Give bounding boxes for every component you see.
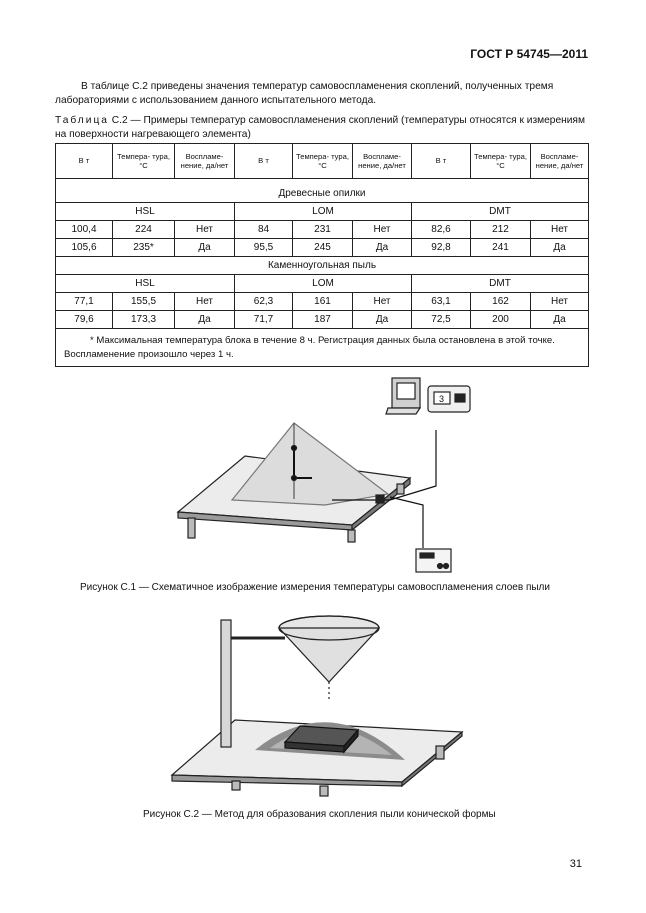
intro-paragraph: В таблице С.2 приведены значения температур самовоспламенения скоплений, полученных тремя лабораториями с использованием данного испытательного метода. <box>55 81 554 106</box>
header-cell: Воспламе- нение, да/нет <box>175 144 235 179</box>
table-cell: 72,5 <box>412 311 471 329</box>
figure-c2-caption: Рисунок С.2 — Метод для образования скопления пыли конической формы <box>143 809 496 820</box>
table-cell: Да <box>175 239 235 257</box>
table-cell: 82,6 <box>412 221 471 239</box>
table-cell: 235* <box>113 239 175 257</box>
table-cell: 63,1 <box>412 293 471 311</box>
table-cell: Да <box>353 311 412 329</box>
table-cell: 173,3 <box>113 311 175 329</box>
table-cell: 77,1 <box>56 293 113 311</box>
table-cell: Нет <box>531 221 589 239</box>
header-cell: Темпера- тура, °С <box>471 144 531 179</box>
table-cell: Да <box>531 311 589 329</box>
footnote-line: Воспламенение произошло через 1 ч. <box>64 349 234 360</box>
table-cell: 84 <box>235 221 293 239</box>
header-cell: В т <box>412 144 471 179</box>
page-number: 31 <box>569 858 582 870</box>
table-cell: 62,3 <box>235 293 293 311</box>
table-cell: Да <box>531 239 589 257</box>
table-cell: 187 <box>293 311 353 329</box>
table-cell: 92,8 <box>412 239 471 257</box>
lab-cell: HSL <box>56 275 235 293</box>
table-cell: 71,7 <box>235 311 293 329</box>
lab-cell: DMT <box>412 275 589 293</box>
table-cell: 231 <box>293 221 353 239</box>
table-cell: 161 <box>293 293 353 311</box>
table-cell: Нет <box>353 293 412 311</box>
lab-cell: HSL <box>56 203 235 221</box>
lab-cell: LOM <box>235 203 412 221</box>
table-caption-text: — Примеры температур самовоспламенения скоплений (температуры относятся к измерениям на поверхности нагревающего элемента) <box>55 115 585 140</box>
table-cell: Да <box>175 311 235 329</box>
lab-cell: DMT <box>412 203 589 221</box>
header-cell: В т <box>56 144 113 179</box>
header-cell: Темпера- тура, °С <box>293 144 353 179</box>
footnote-line: * Максимальная температура блока в течение 8 ч. Регистрация данных была остановлена в этой точке. <box>90 335 555 346</box>
table-cell: 245 <box>293 239 353 257</box>
table-caption-number: С.2 <box>111 115 128 126</box>
table-cell: 105,6 <box>56 239 113 257</box>
table-cell: Да <box>353 239 412 257</box>
table-cell: 162 <box>471 293 531 311</box>
cone-apparatus <box>172 616 462 796</box>
table-cell: 155,5 <box>113 293 175 311</box>
header-cell: Воспламе- нение, да/нет <box>353 144 412 179</box>
section-title: Древесные опилки <box>56 185 589 203</box>
table-cell: 241 <box>471 239 531 257</box>
header-cell: Воспламе- нение, да/нет <box>531 144 589 179</box>
document-header: ГОСТ Р 54745—2011 <box>470 47 588 61</box>
figure-c1-caption: Рисунок С.1 — Схематичное изображение измерения температуры самовоспламенения слоев пыли <box>80 582 550 593</box>
heating-block <box>285 726 358 752</box>
table-caption-label: Таблица <box>55 115 109 126</box>
table-cell: Нет <box>175 221 235 239</box>
table-cell: Нет <box>175 293 235 311</box>
header-cell: В т <box>235 144 293 179</box>
table-cell: 224 <box>113 221 175 239</box>
lab-cell: LOM <box>235 275 412 293</box>
logger-display: 3 <box>439 394 445 404</box>
table-cell: 79,6 <box>56 311 113 329</box>
section-title: Каменноугольная пыль <box>56 257 589 275</box>
table-cell: 95,5 <box>235 239 293 257</box>
table-cell: Нет <box>353 221 412 239</box>
table-cell: 200 <box>471 311 531 329</box>
header-cell: Темпера- тура, °С <box>113 144 175 179</box>
table-cell: 212 <box>471 221 531 239</box>
table-cell: Нет <box>531 293 589 311</box>
table-cell: 100,4 <box>56 221 113 239</box>
